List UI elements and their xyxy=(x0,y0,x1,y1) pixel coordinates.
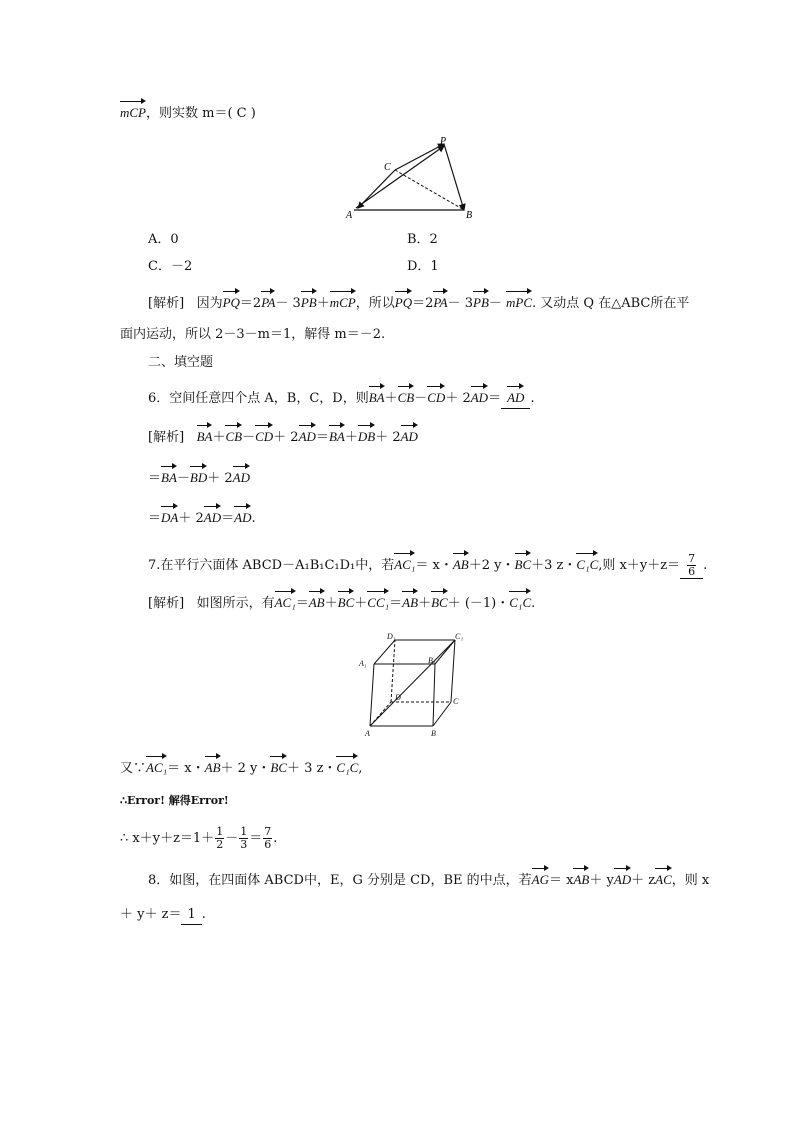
since-line: 又∵AC₁＝ x・AB＋ 2 y・BC＋ 3 z・C₁C, xyxy=(120,760,363,776)
error-line: ∴Error! 解得Error! xyxy=(120,794,229,807)
option-b: B．2 xyxy=(407,232,438,247)
label-p: P xyxy=(440,136,447,147)
option-a: A．0 xyxy=(148,232,179,247)
analysis5-line1: [解析] 因为PQ＝2PA－ 3PB＋mCP，所以PQ＝2PA－ 3PB－ mPC. 又动点 Q 在△ABC所在平 xyxy=(148,295,690,311)
option-c: C．－2 xyxy=(148,259,193,274)
analysis7-line: [解析] 如图所示，有AC₁＝AB＋BC＋CC₁＝AB＋BC＋ (－1)・C₁C. xyxy=(148,595,536,611)
label-c: C xyxy=(453,697,459,706)
fraction-one-half: $\frac{1}{2}$ xyxy=(216,825,224,851)
q6-answer-blank: AD xyxy=(501,389,530,409)
option-d: D．1 xyxy=(407,259,439,274)
analysis-tag: [解析] xyxy=(148,296,185,311)
q7-answer-fraction: $\frac{7}{6}$ xyxy=(688,552,696,578)
q5-tail-text: ，则实数 m＝( C ) xyxy=(146,106,256,121)
q8-answer-blank: 1 xyxy=(181,906,201,925)
analysis6-line1: [解析] BA＋CB－CD＋ 2AD＝BA＋DB＋ 2AD xyxy=(148,429,418,445)
q7-answer-blank xyxy=(680,553,703,579)
label-a1: A₁ xyxy=(359,659,367,668)
question-6: 6．空间任意四个点 A，B，C，D，则BA＋CB－CD＋ 2AD＝ AD . xyxy=(148,389,535,409)
label-c1: C₁ xyxy=(455,632,464,641)
parallelepiped-diagram xyxy=(355,630,475,742)
edge-c1c xyxy=(451,640,455,702)
vector-mcp: mCP xyxy=(120,105,146,120)
label-a: A xyxy=(365,729,370,738)
analysis6-line3: ＝DA＋ 2AD＝AD. xyxy=(148,510,256,526)
edge-bc xyxy=(433,702,451,726)
fraction-one-third: $\frac{1}{3}$ xyxy=(240,825,248,851)
segment-pa-arrow xyxy=(358,170,395,208)
label-a: A xyxy=(346,210,353,221)
question-8-line1: 8．如图，在四面体 ABCD中，E，G 分别是 CD，BE 的中点，若AG＝ xAB＋ yAD＋ zAC，则 x xyxy=(148,872,710,888)
label-b: B xyxy=(431,729,436,738)
fraction-seven-sixths: $\frac{7}{6}$ xyxy=(264,825,272,851)
label-c: C xyxy=(384,162,391,173)
edge-bb1 xyxy=(433,664,435,726)
label-b: B xyxy=(466,210,473,221)
question-8-line2: ＋ y＋ z＝ 1 . xyxy=(120,906,206,925)
analysis6-line2: ＝BA－BD＋ 2AD xyxy=(148,470,251,486)
segment-ap xyxy=(356,146,444,208)
sum-line: ∴ x＋y＋z＝1＋ $\frac{1}{2}$ － $\frac{1}{3}$ ＝ $\frac{7}{6}$ . xyxy=(120,825,278,851)
edge-aa1 xyxy=(370,664,374,726)
segment-cp xyxy=(395,144,444,170)
question-7: 7.在平行六面体 ABCD－A₁B₁C₁D₁中，若AC₁＝ x・AB＋2 y・BC＋3 z・C₁C,则 x＋y＋z＝ $\frac{7}{6}$ . xyxy=(148,552,708,578)
label-d1: D₁ xyxy=(387,632,396,641)
analysis5-line2: 面内运动，所以 2－3－m＝1，解得 m＝－2. xyxy=(120,327,386,342)
section-heading-fill: 二、填空题 xyxy=(148,355,214,370)
label-d: D xyxy=(395,693,401,702)
triangle-diagram xyxy=(340,132,480,222)
label-b1: B₁ xyxy=(428,656,436,665)
edge-a1d1 xyxy=(374,640,395,664)
q5-tail-line xyxy=(120,104,256,123)
